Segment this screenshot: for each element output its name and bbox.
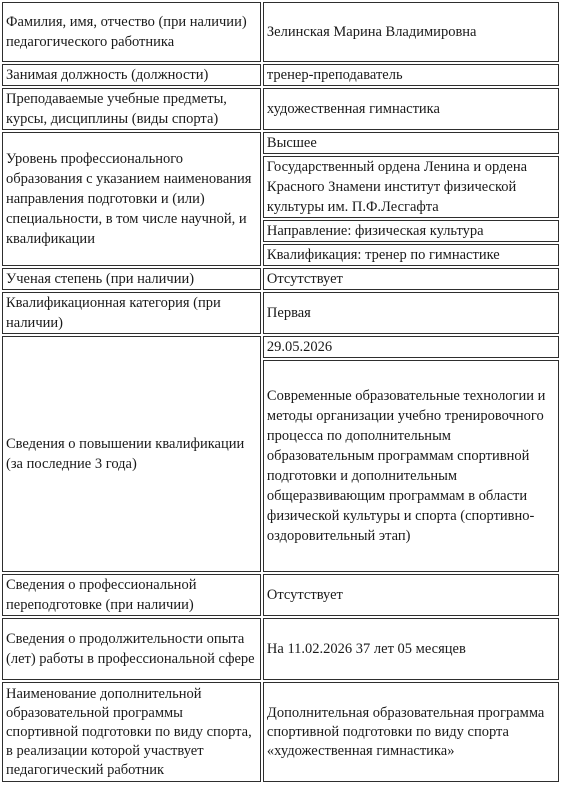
row-education-level [2,132,559,154]
value-cell [263,268,559,290]
value-cell [263,132,559,154]
label-cell [2,64,261,86]
value-cell [263,220,559,242]
row-experience [2,618,559,680]
subjects-value: художественная гимнастика [266,101,440,117]
education-label: Уровень профессионального образования с указанием наименования направления подготовки и (или) специальности, в том числе научной, и квалификации [6,151,252,247]
label-cell [2,574,261,616]
label-cell [2,132,261,266]
training-date-value: 29.05.2026 [266,339,333,355]
category-value: Первая [266,305,311,321]
retraining-label: Сведения о профессиональной переподготовке (при наличии) [6,577,197,613]
position-label: Занимая должность (должности) [6,67,209,83]
degree-value: Отсутствует [266,271,343,287]
experience-label: Сведения о продолжительности опыта (лет) работы в профессиональной сфере [6,631,255,667]
experience-value: На 11.02.2026 37 лет 05 месяцев [266,641,466,657]
label-cell [2,2,261,62]
label-cell [2,292,261,334]
education-level-value: Высшее [266,135,317,151]
education-direction-value: Направление: физическая культура [266,223,484,239]
label-cell [2,88,261,130]
training-label: Сведения о повышении квалификации (за последние 3 года) [6,436,245,472]
label-cell [2,336,261,572]
fio-label: Фамилия, имя, отчество (при наличии) педагогического работника [6,14,247,50]
value-cell [263,64,559,86]
value-cell [263,244,559,266]
row-retraining [2,574,559,616]
program-value: Дополнительная образовательная программа спортивной подготовки по виду спорта «художественная гимнастика» [266,704,545,759]
row-position [2,64,559,86]
value-cell [263,88,559,130]
label-cell [2,268,261,290]
position-value: тренер-преподаватель [266,67,403,83]
value-cell [263,292,559,334]
value-cell [263,574,559,616]
degree-label: Ученая степень (при наличии) [6,271,195,287]
education-institution-value: Государственный ордена Ленина и ордена Красного Знамени институт физической культуры им. П.Ф.Лесгафта [266,159,528,215]
row-training-date [2,336,559,358]
row-category [2,292,559,334]
label-cell [2,682,261,782]
label-cell [2,618,261,680]
program-label: Наименование дополнительной образовательной программы спортивной подготовки по виду спорта, в реализации которой участвует педагогический работник [6,685,252,778]
training-course-value: Современные образовательные технологии и методы организации учебно тренировочного процесса по дополнительным образовательным программам спортивной подготовки и дополнительным общеразвивающим программам в области физической культуры и спорта (спортивно-оздоровительный этап) [266,388,546,544]
value-cell [263,360,559,572]
subjects-label: Преподаваемые учебные предметы, курсы, дисциплины (виды спорта) [6,91,227,127]
retraining-value: Отсутствует [266,587,343,603]
row-fio [2,2,559,62]
category-label: Квалификационная категория (при наличии) [6,295,221,331]
value-cell [263,682,559,782]
value-cell [263,2,559,62]
value-cell [263,336,559,358]
education-qualification-value: Квалификация: тренер по гимнастике [266,247,500,263]
row-subjects [2,88,559,130]
row-program [2,682,559,782]
fio-value: Зелинская Марина Владимировна [266,24,477,40]
value-cell [263,156,559,218]
value-cell [263,618,559,680]
row-degree [2,268,559,290]
